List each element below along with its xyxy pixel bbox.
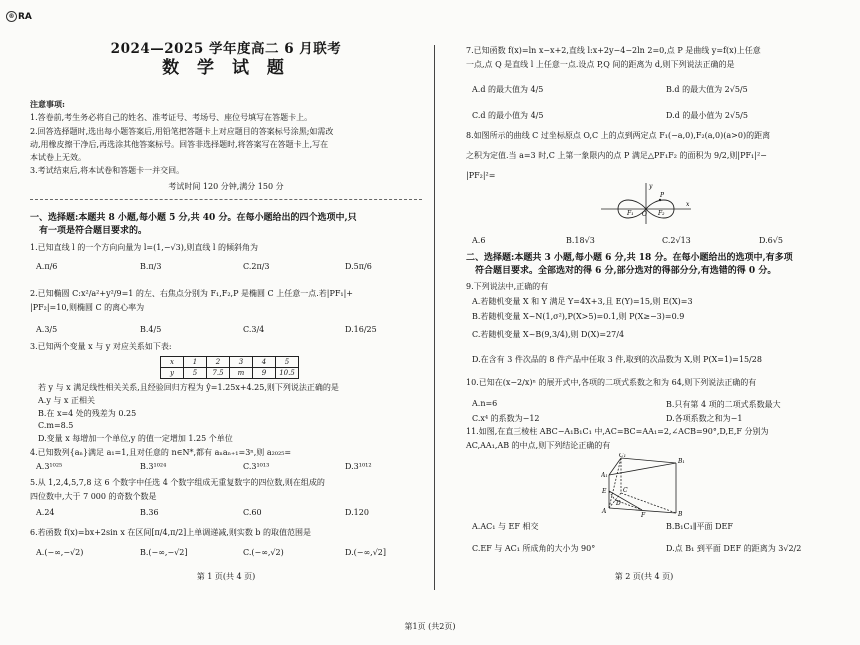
notice-line: 本试卷上无效。 [30,153,86,162]
q8-stem-cont: 之积为定值.当 a=3 时,C 上第一象限内的点 P 满足△PF₁F₂ 的面积为 9/2,则|PF₁|²− [466,151,767,160]
q11-stem-cont: AC,AA₁,AB 的中点,则下列结论正确的有 [466,441,611,450]
q10-option-d: D.各项系数之和为−1 [666,414,743,423]
fig-label-d: D [616,500,621,507]
fig-label-b1: B₁ [678,458,685,465]
q2-option-d: D.16/25 [345,325,377,334]
q8-option-a: A.6 [472,236,486,245]
q9-option-c: C.若随机变量 X~B(9,3/4),则 D(X)=27/4 [472,330,625,339]
exam-title: 2024—2025 学年度高二 6 月联考 [110,41,342,57]
q10-stem: 10.已知在(x−2/x)ⁿ 的展开式中,各项的二项式系数之和为 64,则下列说法正确的有 [466,378,757,387]
right-page [466,0,822,645]
q9-stem: 9.下列说法中,正确的有 [466,282,549,291]
fig-label-a: A [602,508,607,515]
q6-stem: 6.若函数 f(x)=bx+2sin x 在区间[π/4,π/2]上单调递减,则实数 b 的取值范围是 [30,528,312,537]
q3-option-c: C.m=8.5 [38,421,74,430]
fig-label-a1: A₁ [601,472,608,479]
q8-option-b: B.18√3 [566,236,595,245]
notice-heading: 注意事项: [30,99,65,109]
q7-stem: 7.已知函数 f(x)=ln x−x+2,直线 l:x+2y−4−2ln 2=0,点 P 是曲线 y=f(x)上任意 [466,46,761,55]
notice-line: 2.回答选择题时,选出每小题答案后,用铅笔把答题卡上对应题目的答案标号涂黑;如需改 [30,127,334,136]
corner-text: RA [18,11,32,22]
q4-stem: 4.已知数列{aₙ}满足 a₁=1,且对任意的 n∈N*,都有 aₙaₙ₊₁=3ⁿ,则 a₂₀₂₅= [30,448,292,457]
q8-stem-cont2: |PF₂|²= [466,171,496,180]
table-cell: 4 [253,357,276,368]
q1-option-c: C.2π/3 [243,262,270,271]
notice-line: 3.考试结束后,将本试卷和答题卡一并交回。 [30,166,185,175]
table-row [161,357,299,368]
q10-option-c: C.x⁴ 的系数为−12 [472,414,540,423]
left-page [30,0,422,645]
subject-title: 数 学 试 题 [162,58,290,78]
section2-heading: 二、选择题:本题共 3 小题,每小题 6 分,共 18 分。在每小题给出的选项中,有多项 [466,253,793,263]
table-cell: 9 [253,368,276,379]
q1-option-a: A.π/6 [36,262,58,271]
fig-label-e: E [602,488,607,495]
q5-stem: 5.从 1,2,4,5,7,8 这 6 个数字中任选 4 个数字组成无重复数字的四位数,则在组成的 [30,478,325,487]
q11-option-b: B.B₁C₁∥平面 DEF [666,522,733,531]
table-cell: 7.5 [207,368,230,379]
fig-label-f1: F₁ [627,210,634,217]
q5-option-a: A.24 [36,508,55,517]
page-footer-right: 第 2 页(共 4 页) [614,572,674,581]
q4-option-d: D.3¹⁰¹² [345,462,372,471]
q7-stem-cont: 一点,点 Q 是直线 l 上任意一点.设点 P,Q 间的距离为 d,则下列说法正确的是 [466,60,735,69]
fig-label-x: x [686,201,690,208]
q9-option-b: B.若随机变量 X~N(1,σ²),P(X>5)=0.1,则 P(X≥−3)=0.9 [472,312,685,321]
q2-stem-cont: |PF₂|=10,则椭圆 C 的离心率为 [30,303,145,312]
dashed-separator [30,199,422,200]
notice-line: 1.答卷前,考生务必将自己的姓名、准考证号、考场号、座位号填写在答题卡上。 [30,113,313,122]
column-divider [434,45,435,590]
q7-option-b: B.d 的最大值为 2√5/5 [666,85,748,94]
q5-option-c: C.60 [243,508,262,517]
fig-label-c: C [623,487,628,494]
q6-option-b: B.(−∞,−√2] [140,548,188,557]
q8-option-d: D.6√5 [759,236,783,245]
q8-stem: 8.如图所示的曲线 C 过坐标原点 O,C 上的点到两定点 F₁(−a,0),F₂(a,0)(a>0)的距离 [466,131,771,140]
table-cell: 5 [184,368,207,379]
section2-heading-cont: 符合题目要求。全部选对的得 6 分,部分选对的得部分分,有选错的得 0 分。 [475,266,777,276]
q3-table [160,356,299,379]
lemniscate-figure [596,180,696,226]
q3-option-d: D.变量 x 每增加一个单位,y 的值一定增加 1.25 个单位 [38,434,233,443]
q1-option-b: B.π/3 [140,262,162,271]
fig-label-b: B [678,511,683,518]
q9-option-d: D.在含有 3 件次品的 8 件产品中任取 3 件,取到的次品数为 X,则 P(X=1)=15/28 [472,355,762,364]
fig-label-p: P [660,192,665,199]
q1-option-d: D.5π/6 [345,262,372,271]
table-cell: 3 [230,357,253,368]
q3-option-b: B.在 x=4 处的残差为 0.25 [38,409,137,418]
table-cell: 1 [184,357,207,368]
table-cell: m [230,368,253,379]
q4-option-a: A.3¹⁰²⁵ [36,462,63,471]
q11-option-d: D.点 B₁ 到平面 DEF 的距离为 3√2/2 [666,544,802,553]
fig-label-y: y [649,183,653,190]
q5-stem-cont: 四位数中,大于 7 000 的奇数个数是 [30,492,157,501]
exam-time: 考试时间 120 分钟,满分 150 分 [168,182,284,191]
table-cell: 5 [276,357,299,368]
fig-label-c1: C₁ [619,453,626,459]
table-cell: 10.5 [276,368,299,379]
q10-option-a: A.n=6 [472,399,498,408]
fig-label-f: F [641,512,646,518]
section1-heading-cont: 有一项是符合题目要求的。 [39,226,148,236]
q6-option-c: C.(−∞,√2) [243,548,284,557]
page-footer-left: 第 1 页(共 4 页) [196,572,256,581]
q2-option-b: B.4/5 [140,325,162,334]
q4-option-b: B.3¹⁰²⁴ [140,462,167,471]
q2-option-c: C.3/4 [243,325,265,334]
q5-option-d: D.120 [345,508,369,517]
q10-option-b: B.只有第 4 项的二项式系数最大 [666,400,781,409]
q3-stem: 3.已知两个变量 x 与 y 对应关系如下表: [30,342,172,351]
q1-stem: 1.已知直线 l 的一个方向向量为 l=(1,−√3),则直线 l 的倾斜角为 [30,243,259,252]
q6-option-a: A.(−∞,−√2) [36,548,84,557]
q5-option-b: B.36 [140,508,159,517]
q11-option-a: A.AC₁ 与 EF 相交 [472,522,539,531]
table-cell: y [161,368,184,379]
q2-option-a: A.3/5 [36,325,58,334]
q9-option-a: A.若随机变量 X 和 Y 满足 Y=4X+3,且 E(Y)=15,则 E(X)=3 [472,297,693,306]
q11-stem: 11.如图,在直三棱柱 ABC−A₁B₁C₁ 中,AC=BC=AA₁=2,∠ACB=90°,D,E,F 分别为 [466,427,769,436]
sheet-footer: 第1页 (共2页) [404,622,456,631]
prism-figure [601,453,691,518]
table-cell: x [161,357,184,368]
q7-option-a: A.d 的最大值为 4/5 [472,85,544,94]
q3-condition: 若 y 与 x 满足线性相关关系,且经验回归方程为 ŷ=1.25x+4.25,则下列说法正确的是 [38,383,339,392]
circle-icon: ® [6,11,17,22]
q6-option-d: D.(−∞,√2] [345,548,387,557]
corner-mark [6,11,32,22]
q11-option-c: C.EF 与 AC₁ 所成角的大小为 90° [472,544,596,553]
notice-line: 动,用橡皮擦干净后,再选涂其他答案标号。回答非选择题时,将答案写在答题卡上,写在 [30,140,329,149]
q7-option-d: D.d 的最小值为 2√5/5 [666,111,748,120]
section1-heading: 一、选择题:本题共 8 小题,每小题 5 分,共 40 分。在每小题给出的四个选项中,只 [30,213,357,223]
point-p [659,199,661,201]
table-row [161,368,299,379]
table-cell: 2 [207,357,230,368]
q8-option-c: C.2√13 [662,236,691,245]
q7-option-c: C.d 的最小值为 4/5 [472,111,544,120]
fig-label-f2: F₂ [658,210,665,217]
q3-option-a: A.y 与 x 正相关 [38,396,95,405]
fig-label-o: O [642,211,647,218]
q4-option-c: C.3¹⁰¹³ [243,462,270,471]
q2-stem: 2.已知椭圆 C:x²/a²+y²/9=1 的左、右焦点分别为 F₁,F₂,P 是椭圆 C 上任意一点.若|PF₁|+ [30,289,353,298]
